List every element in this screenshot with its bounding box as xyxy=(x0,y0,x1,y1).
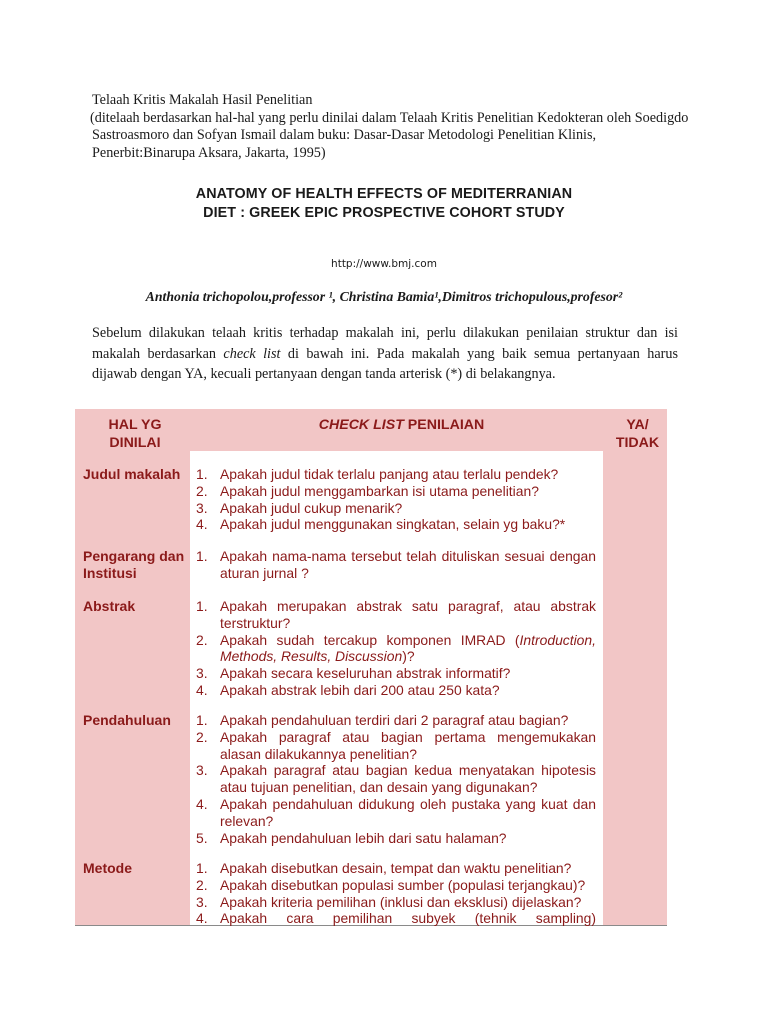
checklist-table xyxy=(75,409,667,926)
row-label-text: Institusi xyxy=(83,565,137,581)
intro-paragraph xyxy=(92,323,678,385)
item-text: Apakah nama-nama tersebut telah dituliskan sesuai dengan aturan jurnal ? xyxy=(220,548,596,581)
item-text: Apakah paragraf atau bagian pertama mengemukakan alasan dilakukannya penelitian? xyxy=(220,728,596,762)
row-label-pendahuluan: Pendahuluan xyxy=(83,712,171,728)
item-number: 1. xyxy=(196,712,208,728)
item-text-emphasis: Introduction, Methods, Results, Discussion xyxy=(220,631,596,665)
list-item xyxy=(196,860,596,877)
list-item xyxy=(196,796,596,830)
list-item xyxy=(196,762,596,796)
item-text: Apakah kriteria pemilihan (inklusi dan eksklusi) dijelaskan? xyxy=(220,893,582,910)
paragraph-text: di bawah ini. Pada makalah yang baik semua pertanyaan harus xyxy=(280,345,678,362)
item-text: Apakah judul menggambarkan isi utama penelitian? xyxy=(220,482,539,499)
header-text: TIDAK xyxy=(615,435,660,451)
list-item xyxy=(196,466,596,483)
item-text: Apakah merupakan abstrak satu paragraf, atau abstrak terstruktur? xyxy=(220,598,596,631)
paper-title-line: ANATOMY OF HEALTH EFFECTS OF MEDITERRANIAN xyxy=(195,186,573,202)
list-item xyxy=(196,682,596,699)
item-number: 3. xyxy=(196,762,208,779)
list-item xyxy=(196,712,596,729)
item-text: Apakah disebutkan populasi sumber (populasi terjangkau)? xyxy=(220,876,586,893)
item-number: 1. xyxy=(196,598,208,614)
item-text: Apakah judul menggunakan singkatan, selain yg baku?* xyxy=(220,516,566,533)
item-number: 4. xyxy=(196,795,208,812)
header-text: HAL YG xyxy=(108,417,162,433)
list-item xyxy=(196,910,596,927)
intro-heading: Telaah Kritis Makalah Hasil Penelitian xyxy=(92,92,313,108)
paragraph-emphasis: check list xyxy=(223,345,281,362)
item-number: 1. xyxy=(196,860,208,876)
item-text: Apakah cara pemilihan subyek (tehnik sampling) xyxy=(220,910,596,927)
item-text xyxy=(220,632,596,666)
header-ya-tidak xyxy=(608,416,667,452)
list-item xyxy=(196,877,596,894)
list-item xyxy=(196,665,596,682)
intro-source-line: (ditelaah berdasarkan hal-hal yang perlu dinilai dalam Telaah Kritis Penelitian Kedokteran oleh Soedigdo xyxy=(90,109,689,126)
item-text: Apakah pendahuluan didukung oleh pustaka yang kuat dan relevan? xyxy=(220,795,596,829)
header-text: PENILAIAN xyxy=(403,417,485,433)
item-number: 4. xyxy=(196,516,208,533)
item-number: 2. xyxy=(196,876,208,893)
row-label-judul: Judul makalah xyxy=(83,466,181,482)
item-number: 4. xyxy=(196,681,208,698)
header-hal-yg-dinilai xyxy=(75,416,195,452)
intro-source-line: Penerbit:Binarupa Aksara, Jakarta, 1995) xyxy=(92,144,326,161)
paragraph-text: makalah berdasarkan xyxy=(92,345,224,362)
checklist-items-pengarang xyxy=(196,548,596,582)
list-item xyxy=(196,548,596,582)
item-number: 4. xyxy=(196,910,208,927)
item-number: 1. xyxy=(196,466,208,482)
list-item xyxy=(196,483,596,500)
item-number: 2. xyxy=(196,482,208,499)
row-label-text: Pengarang dan xyxy=(83,548,185,564)
item-text: Apakah disebutkan desain, tempat dan waktu penelitian? xyxy=(220,860,572,876)
item-text: Apakah judul cukup menarik? xyxy=(220,499,403,516)
row-label-pengarang xyxy=(83,548,184,582)
row-label-metode: Metode xyxy=(83,860,132,876)
checklist-items-abstrak xyxy=(196,598,596,699)
author-list: Anthonia trichopolou,professor ¹, Christina Bamia¹,Dimitros trichopulous,profesor² xyxy=(145,289,623,304)
checklist-items-metode xyxy=(196,860,596,927)
item-number: 3. xyxy=(196,665,208,682)
item-number: 3. xyxy=(196,893,208,910)
checklist-items-judul xyxy=(196,466,596,533)
header-emphasis: CHECK LIST xyxy=(318,417,404,433)
item-text-part: Apakah sudah tercakup komponen IMRAD ( xyxy=(220,631,520,648)
header-text: YA/ xyxy=(626,417,649,433)
list-item xyxy=(196,894,596,911)
item-text: Apakah paragraf atau bagian kedua menyatakan hipotesis atau tujuan penelitian, dan desain yang digunakan? xyxy=(220,762,596,796)
paragraph-line: Sebelum dilakukan telaah kritis terhadap makalah ini, perlu dilakukan penilaian struktur dan isi xyxy=(92,325,678,341)
intro-source-line: Sastroasmoro dan Sofyan Ismail dalam buku: Dasar-Dasar Metodologi Penelitian Klinis, xyxy=(92,127,597,144)
item-text-part: )? xyxy=(402,648,415,665)
checklist-items-pendahuluan xyxy=(196,712,596,846)
paper-title xyxy=(0,185,768,222)
item-text: Apakah pendahuluan lebih dari satu halaman? xyxy=(220,829,507,846)
paper-title-line: DIET : GREEK EPIC PROSPECTIVE COHORT STUDY xyxy=(203,204,565,221)
intro-block xyxy=(92,92,722,162)
item-text: Apakah judul tidak terlalu panjang atau terlalu pendek? xyxy=(220,466,559,482)
item-number: 2. xyxy=(196,631,208,648)
item-number: 2. xyxy=(196,728,208,745)
list-item xyxy=(196,516,596,533)
item-text: Apakah secara keseluruhan abstrak informatif? xyxy=(220,665,511,682)
item-number: 3. xyxy=(196,499,208,516)
list-item xyxy=(196,729,596,763)
row-label-abstrak: Abstrak xyxy=(83,598,136,614)
list-item xyxy=(196,632,596,666)
list-item xyxy=(196,500,596,517)
item-text: Apakah pendahuluan terdiri dari 2 paragraf atau bagian? xyxy=(220,712,569,728)
list-item xyxy=(196,598,596,632)
header-check-list xyxy=(195,416,608,434)
item-number: 5. xyxy=(196,829,208,846)
list-item xyxy=(196,830,596,847)
paragraph-line: dijawab dengan YA, kecuali pertanyaan dengan tanda arterisk (*) di belakangnya. xyxy=(92,366,556,383)
header-text: DINILAI xyxy=(109,435,161,451)
item-text: Apakah abstrak lebih dari 200 atau 250 kata? xyxy=(220,681,500,698)
paragraph-line xyxy=(92,344,678,365)
source-url: http://www.bmj.com xyxy=(331,258,437,270)
item-number: 1. xyxy=(196,548,208,564)
